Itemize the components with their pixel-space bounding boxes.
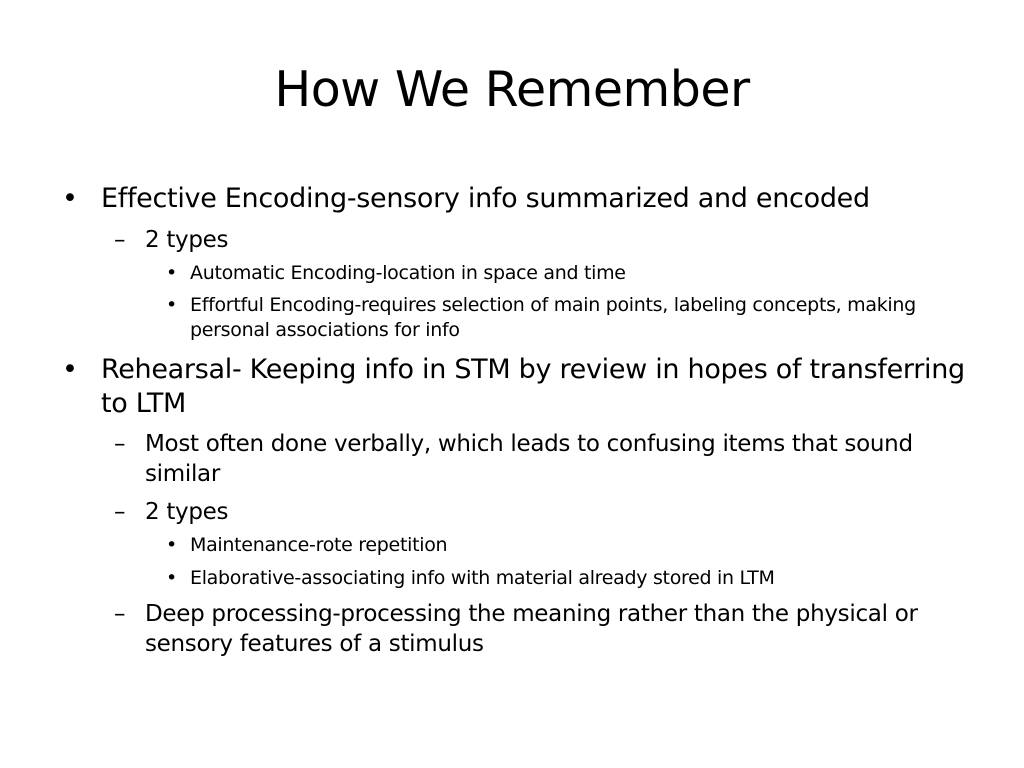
bullet-marker: • (166, 534, 177, 556)
bullet-marker: • (166, 567, 177, 589)
bullet-rehearsal (56, 353, 986, 421)
bullet-text: Maintenance-rote repetition (190, 534, 448, 556)
dash-marker: – (114, 431, 126, 457)
sub-sub-bullet-elaborative (166, 566, 986, 591)
sub-sub-bullet-automatic-encoding (166, 261, 986, 286)
bullet-text: Deep processing-processing the meaning rather than the physical or sensory features of a stimulus (145, 601, 918, 657)
sub-sub-bullet-effortful-encoding (166, 293, 986, 343)
bullet-marker: • (166, 262, 177, 284)
dash-marker: – (114, 601, 126, 627)
sub-bullet-deep-processing (114, 599, 984, 659)
sub-bullet-rehearsal-types (114, 497, 984, 527)
bullet-text: 2 types (145, 227, 229, 253)
bullet-text: Elaborative-associating info with material already stored in LTM (190, 567, 775, 589)
bullet-marker: • (166, 294, 177, 316)
bullet-text: Effortful Encoding-requires selection of main points, labeling concepts, making personal associations for info (190, 294, 916, 341)
sub-sub-bullet-maintenance (166, 533, 986, 558)
dash-marker: – (114, 499, 126, 525)
dash-marker: – (114, 227, 126, 253)
bullet-effective-encoding (56, 182, 986, 216)
bullet-text: Effective Encoding-sensory info summarized and encoded (101, 183, 870, 214)
bullet-marker: • (62, 354, 78, 385)
sub-bullet-encoding-types (114, 225, 984, 255)
bullet-text: 2 types (145, 499, 229, 525)
bullet-text: Automatic Encoding-location in space and time (190, 262, 626, 284)
bullet-text: Rehearsal- Keeping info in STM by review in hopes of transferring to LTM (101, 354, 965, 419)
slide-title: How We Remember (274, 61, 750, 118)
bullet-marker: • (62, 183, 78, 214)
bullet-text: Most often done verbally, which leads to confusing items that sound similar (145, 431, 913, 487)
sub-bullet-verbal-rehearsal (114, 429, 984, 489)
